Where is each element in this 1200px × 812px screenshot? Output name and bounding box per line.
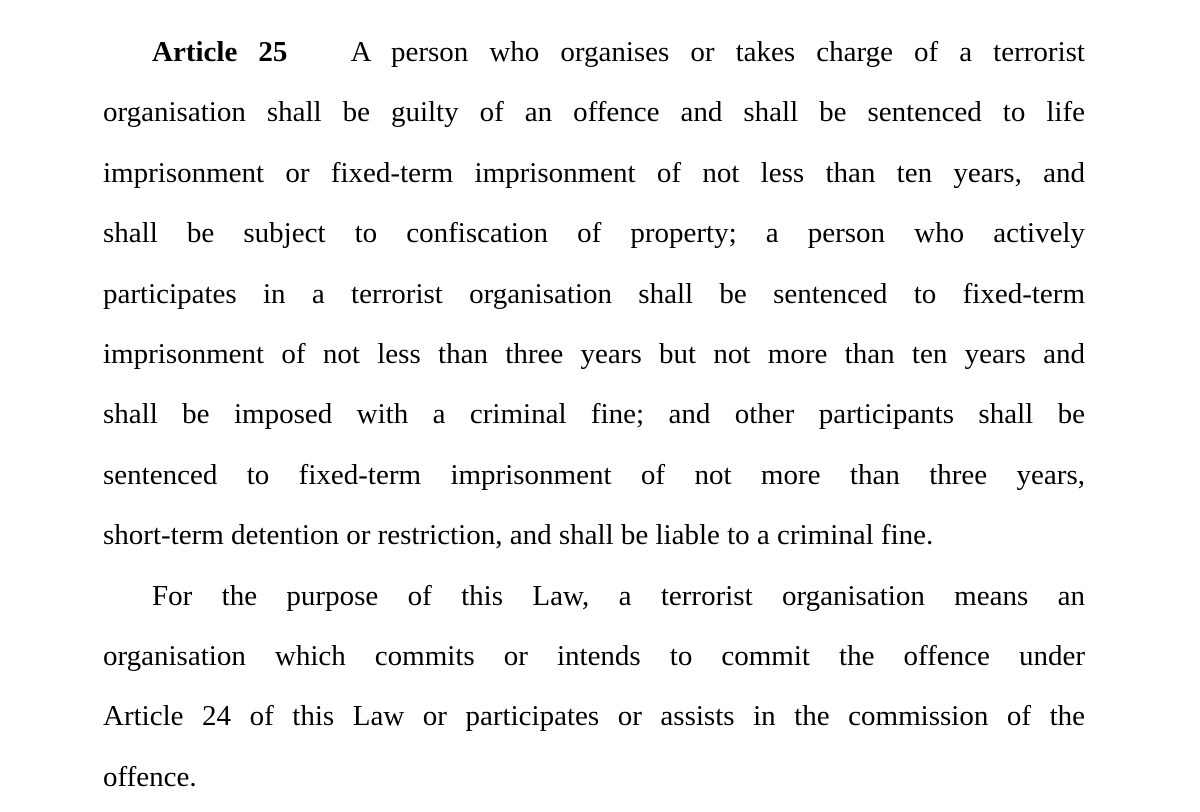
text-line: imprisonment of not less than three years but not more than ten years and xyxy=(103,337,1085,370)
text-line: offence. xyxy=(103,760,197,793)
text-line: shall be imposed with a criminal fine; and other participants shall be xyxy=(103,398,1085,431)
text-line: participates in a terrorist organisation shall be sentenced to fixed-term xyxy=(103,277,1085,310)
text-line: For the purpose of this Law, a terrorist organisation means an xyxy=(152,579,1085,612)
text-line: Article 24 of this Law or participates or assists in the commission of the xyxy=(103,700,1085,733)
text-line: shall be subject to confiscation of property; a person who actively xyxy=(103,217,1085,250)
article-number: Article 25 xyxy=(152,36,288,68)
text-line: imprisonment or fixed-term imprisonment of not less than ten years, and xyxy=(103,156,1085,189)
text-line: short-term detention or restriction, and shall be liable to a criminal fine. xyxy=(103,519,934,552)
text-line: organisation shall be guilty of an offence and shall be sentenced to life xyxy=(103,96,1085,129)
article-25-paragraph xyxy=(103,22,1085,566)
line-text: A person who organises or takes charge of a terrorist xyxy=(350,36,1085,68)
text-line xyxy=(103,22,1085,82)
definition-paragraph xyxy=(103,566,1085,808)
document-page xyxy=(103,22,1085,807)
text-line: sentenced to fixed-term imprisonment of not more than three years, xyxy=(103,458,1085,491)
text-line: organisation which commits or intends to commit the offence under xyxy=(103,639,1085,672)
